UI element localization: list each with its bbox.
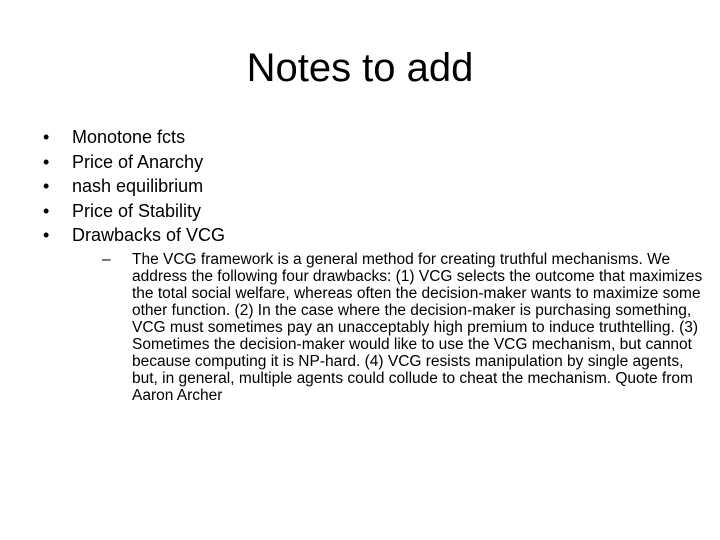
bullet-text: nash equilibrium (72, 176, 204, 196)
sub-bullet-text: The VCG framework is a general method for creating truthful mechanisms. We address the following four drawbacks: (1) VCG selects the outcome that maximizes the total social welfare, whereas often the decision-maker wants to maximize some other function. (2) In the case where the decision-maker is purchasing something, VCG must sometimes pay an unacceptably high premium to induce truthtelling. (3) Sometimes the decision-maker would like to use the VCG mechanism, but cannot because computing it is NP-hard. (4) VCG resists manipulation by single agents, but, in general, multiple agents could collude to cheat the mechanism. Quote from Aaron Archer (132, 250, 703, 404)
sub-bullet-item (102, 251, 707, 404)
bullet-list (43, 125, 703, 404)
bullet-marker: • (43, 127, 50, 147)
bullet-marker: • (43, 151, 50, 172)
bullet-item (43, 174, 683, 199)
slide-title: Notes to add (246, 46, 474, 90)
bullet-marker: • (43, 200, 50, 221)
bullet-text: Price of Anarchy (72, 151, 204, 172)
bullet-text: Drawbacks of VCG (72, 225, 226, 245)
bullet-item (43, 125, 683, 150)
bullet-item (43, 223, 703, 404)
bullet-item (43, 199, 683, 224)
bullet-marker: • (43, 225, 50, 245)
bullet-item (43, 150, 683, 175)
bullet-text: Monotone fcts (72, 127, 186, 147)
sub-bullet-list (72, 250, 703, 404)
bullet-text: Price of Stability (72, 200, 202, 221)
sub-bullet-marker: – (102, 250, 111, 268)
bullet-marker: • (43, 176, 50, 196)
